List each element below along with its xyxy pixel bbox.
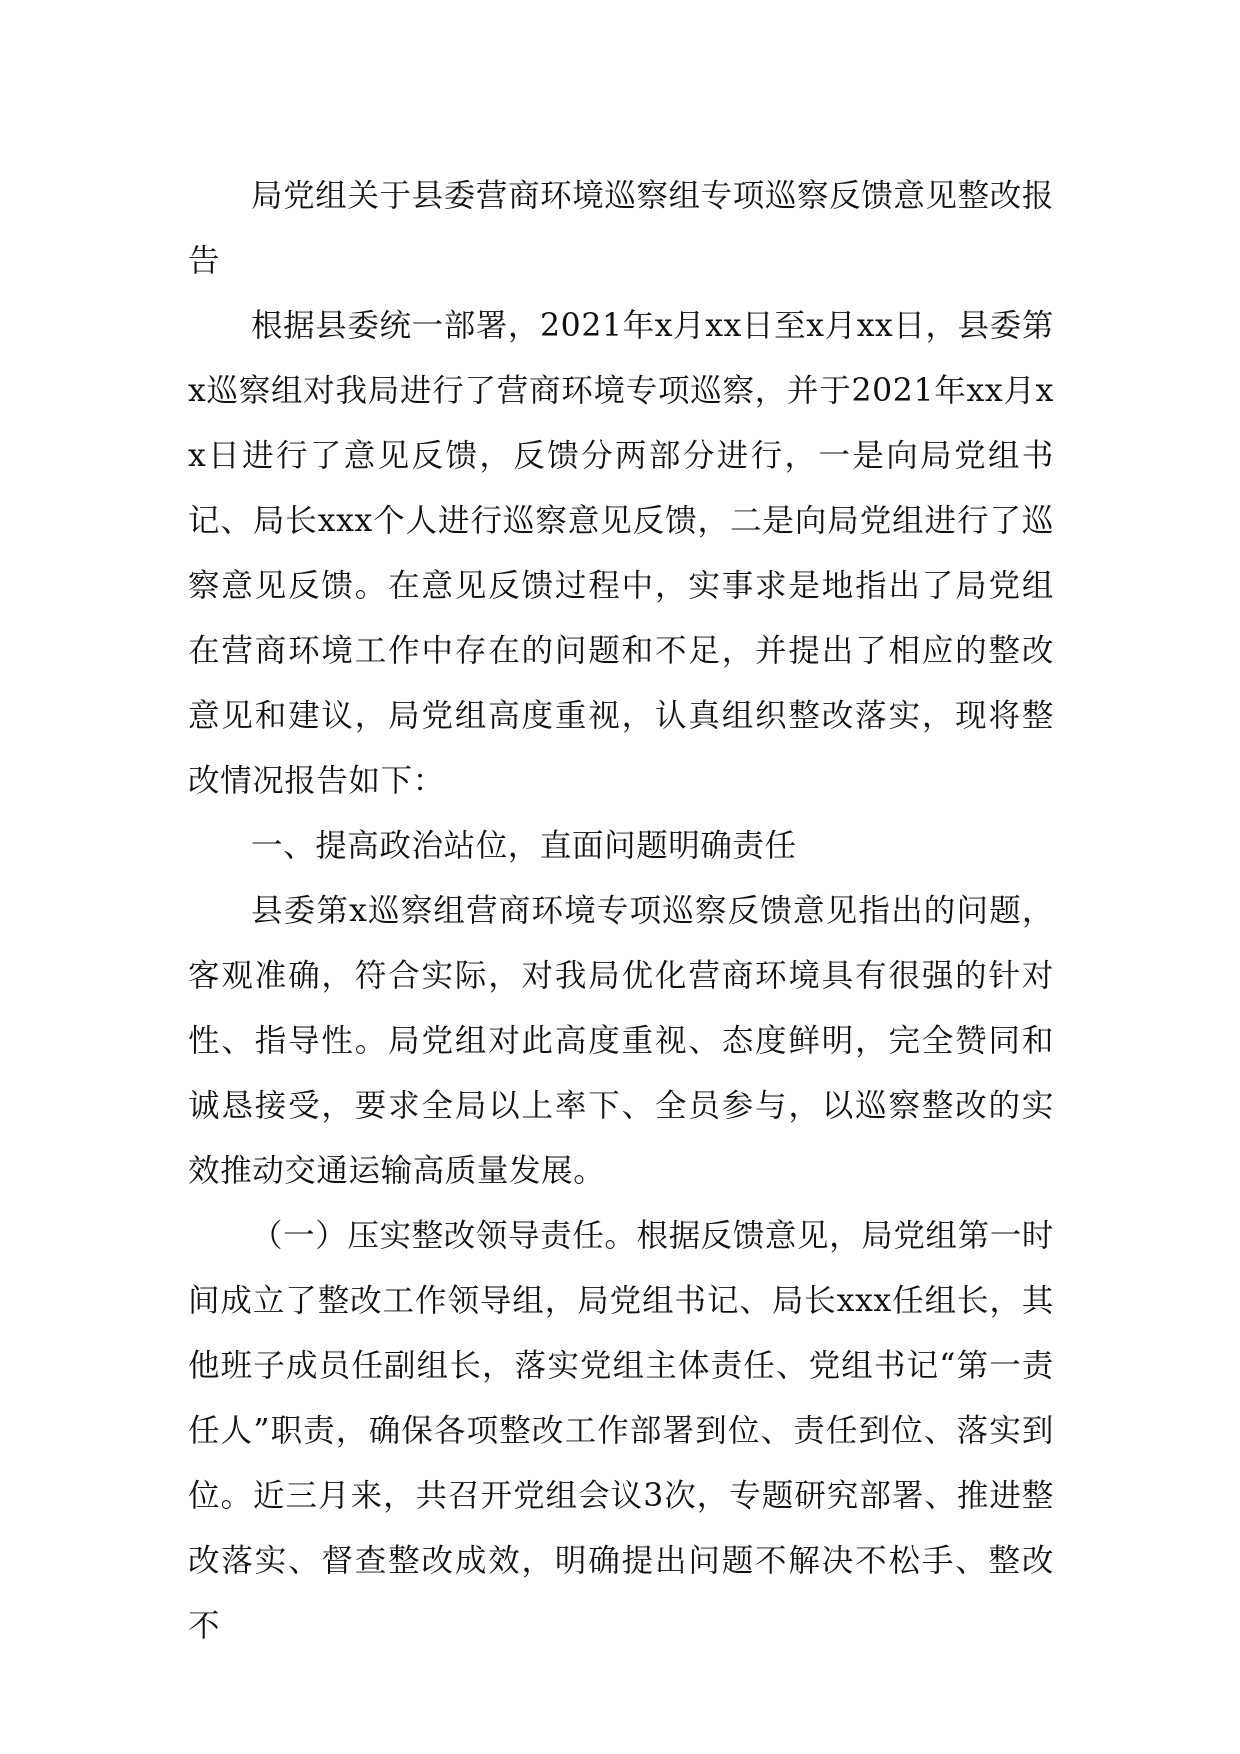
paragraph-intro: 根据县委统一部署，2021年x月xx日至x月xx日，县委第x巡察组对我局进行了营商环境专项巡察，并于2021年xx月xx日进行了意见反馈，反馈分两部分进行，一是向局党组书记、局长xxx个人进行巡察意见反馈，二是向局党组进行了巡察意见反馈。在意见反馈过程中，实事求是地指出了局党组在营商环境工作中存在的问题和不足，并提出了相应的整改意见和建议，局党组高度重视，认真组织整改落实，现将整改情况报告如下： — [188, 308, 1054, 799]
paragraph-section-1: 县委第x巡察组营商环境专项巡察反馈意见指出的问题，客观准确，符合实际，对我局优化营商环境具有很强的针对性、指导性。局党组对此高度重视、态度鲜明，完全赞同和诚恳接受，要求全局以上率下、全员参与，以巡察整改的实效推动交通运输高质量发展。 — [188, 893, 1054, 1189]
document-body — [188, 164, 1054, 1659]
document-title: 局党组关于县委营商环境巡察组专项巡察反馈意见整改报告 — [188, 178, 1054, 279]
paragraph-subsection-1: （一）压实整改领导责任。根据反馈意见，局党组第一时间成立了整改工作领导组，局党组书记、局长xxx任组长，其他班子成员任副组长，落实党组主体责任、党组书记“第一责任人”职责，确保各项整改工作部署到位、责任到位、落实到位。近三月来，共召开党组会议3次，专题研究部署、推进整改落实、督查整改成效，明确提出问题不解决不松手、整改不 — [188, 1218, 1054, 1644]
section-heading-1: 一、提高政治站位，直面问题明确责任 — [251, 828, 797, 864]
